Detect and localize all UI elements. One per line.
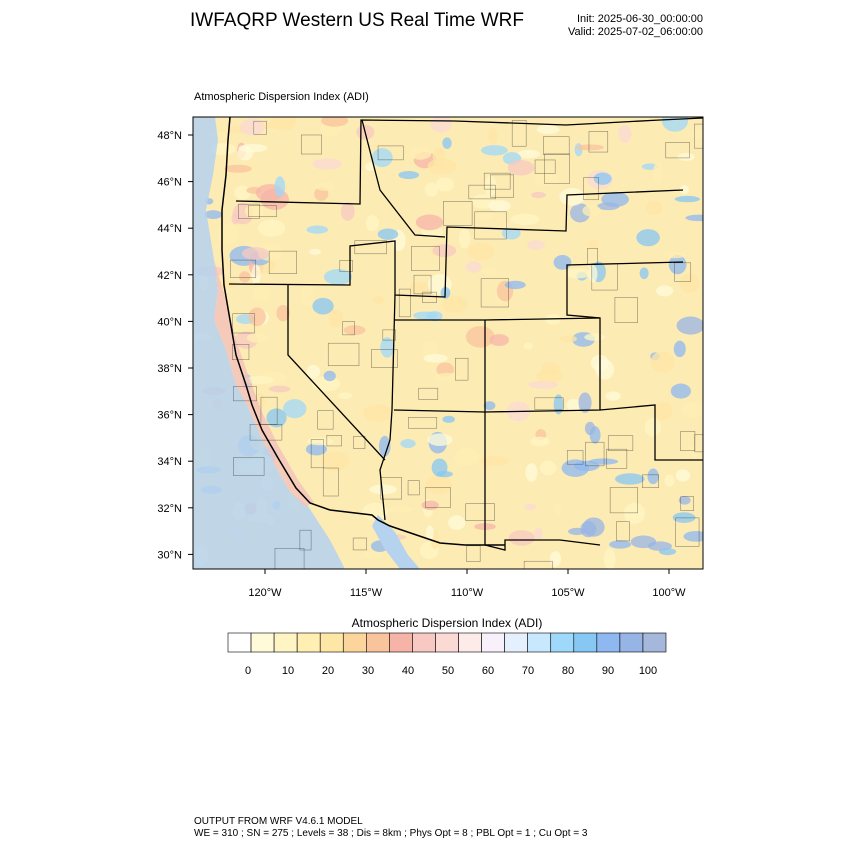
adi-cell [559,335,576,342]
init-time: Init: 2025-06-30_00:00:00 [577,13,703,25]
adi-cell [338,392,352,399]
adi-cell [676,469,691,481]
adi-cell [269,386,290,393]
adi-cell [679,496,691,505]
colorbar-swatch [435,633,458,652]
lat-tick-label: 30°N [157,549,182,562]
colorbar-tick-label: 40 [401,665,415,677]
adi-cell [466,261,482,273]
adi-cell [426,475,453,495]
adi-cell [509,530,535,546]
adi-cell [307,438,334,446]
adi-cell [554,394,564,414]
adi-cell [582,205,600,217]
adi-cell [466,326,495,348]
adi-cell [422,500,439,510]
adi-cell [239,271,250,282]
adi-cell [659,548,676,555]
adi-cell [524,504,536,511]
adi-cell [301,284,315,305]
adi-cell [645,200,662,215]
adi-cell [398,171,419,179]
adi-cell [523,342,532,349]
adi-cell [432,458,448,476]
adi-cell [682,402,704,417]
adi-cell [363,404,391,422]
adi-cell [536,370,563,383]
colorbar-swatch [643,633,666,652]
colorbar-tick-label: 100 [638,665,658,677]
adi-cell [384,506,414,512]
adi-cell [508,160,535,176]
lat-tick-label: 36°N [157,409,182,422]
colorbar-swatch [597,633,620,652]
adi-cell [594,172,612,184]
lat-tick-label: 32°N [157,502,182,515]
adi-cell [448,515,465,530]
adi-cell [369,485,397,495]
colorbar-swatch [574,633,597,652]
adi-cell [678,153,695,161]
colorbar-swatch [274,633,297,652]
colorbar-tick-label: 90 [601,665,615,677]
colorbar-swatch [620,633,643,652]
adi-cell [511,214,540,225]
adi-cell [624,503,645,524]
adi-cell [372,148,393,167]
adi-cell [531,192,546,198]
adi-cell [427,433,452,446]
latitude-axis [157,130,193,561]
lat-tick-label: 34°N [157,456,182,469]
adi-cell [665,474,675,486]
adi-cell [378,229,399,240]
adi-cell [274,176,285,197]
adi-cell [691,129,702,138]
colorbar-swatch [505,633,528,652]
colorbar-swatch [389,633,412,652]
adi-cell [677,317,705,335]
adi-cell [525,463,537,482]
adi-cell [442,416,454,423]
adi-cell [651,351,675,373]
adi-cell [442,137,451,149]
longitude-axis [248,569,686,599]
adi-cell [640,267,649,279]
valid-time: Valid: 2025-07-02_06:00:00 [568,26,703,38]
colorbar-tick-label: 50 [441,665,455,677]
adi-cell [431,115,452,132]
adi-cell [329,309,344,327]
model-info [194,816,587,840]
adi-cell [283,399,306,418]
lat-tick-label: 42°N [157,269,182,282]
adi-cell [468,242,494,260]
adi-cell [483,267,497,275]
adi-cell [528,381,558,389]
adi-cell [653,162,662,182]
model-info-line-2: WE = 310 ; SN = 275 ; Levels = 38 ; Dis = 8km ; Phys Opt = 8 ; PBL Opt = 1 ; Cu Opt = 3 [194,828,588,839]
adi-cell [674,341,686,358]
adi-cell [537,125,560,134]
adi-cell [459,228,470,248]
adi-cell [224,165,251,173]
colorbar-tick-label: 0 [244,665,252,677]
colorbar-swatch [459,633,482,652]
lon-tick-label: 100°W [652,587,686,599]
adi-cell [248,308,265,327]
colorbar-swatch [228,633,251,652]
adi-cell [527,240,545,250]
adi-cell [489,200,511,211]
colorbar-swatch [251,633,274,652]
figure-title: IWFAQRP Western US Real Time WRF [190,10,524,31]
adi-cell [609,540,631,548]
adi-cell [565,268,590,278]
adi-cell [424,354,448,363]
model-info-line-1: OUTPUT FROM WRF V4.6.1 MODEL [194,816,363,827]
adi-cell [662,110,688,132]
adi-cell [554,255,572,270]
adi-cell [605,391,620,400]
adi-cell [312,158,341,169]
colorbar-swatch [297,633,320,652]
adi-cell [530,437,549,447]
adi-cell [615,473,645,484]
adi-cell [554,503,562,515]
adi-cell [580,521,596,537]
adi-cell [237,146,253,160]
colorbar-tick-label: 70 [521,665,535,677]
colorbar-tick-label: 80 [561,665,575,677]
adi-cell [454,448,479,466]
colorbar-tick-label: 10 [281,665,295,677]
colorbar-swatch [320,633,343,652]
adi-cell [324,371,336,381]
adi-cell [505,281,526,289]
lat-tick-label: 40°N [157,316,182,329]
adi-cell [475,212,494,219]
lat-tick-label: 38°N [157,363,182,375]
colorbar-title: Atmospheric Dispersion Index (ADI) [351,616,543,630]
lat-tick-label: 46°N [157,176,182,189]
adi-cell [683,531,708,542]
lon-tick-label: 115°W [349,587,383,599]
adi-cell [636,229,660,246]
colorbar-swatch [482,633,505,652]
adi-cell [656,285,673,296]
adi-cell [584,333,605,341]
adi-cell [618,125,631,143]
adi-cell [663,252,686,258]
adi-cell [433,147,446,166]
colorbar-swatch [343,633,366,652]
colorbar-tick-label: 20 [321,665,335,677]
adi-cell [671,384,691,399]
adi-cell [559,188,585,206]
adi-cell [306,225,328,233]
lon-tick-label: 120°W [248,587,282,599]
adi-cell [258,219,285,236]
map-area [189,110,720,580]
adi-cell [488,127,497,145]
adi-cell [576,144,604,150]
adi-cell [409,147,431,159]
adi-cell [252,286,272,300]
adi-cell [604,548,616,570]
adi-cell [363,552,383,559]
adi-cell [341,202,355,221]
adi-cell [400,439,415,448]
adi-cell [436,177,454,191]
lon-tick-label: 105°W [551,587,585,599]
adi-cell [653,402,672,421]
adi-cell [432,244,456,257]
adi-cell [481,145,508,155]
adi-cell [673,512,696,523]
lon-tick-label: 110°W [450,587,484,599]
adi-cell [675,196,700,202]
adi-cell [315,182,334,191]
adi-cell [540,461,556,475]
lat-tick-label: 44°N [157,223,182,236]
colorbar-tick-label: 60 [481,665,495,677]
colorbar-tick-label: 30 [361,665,375,677]
plot-label: Atmospheric Dispersion Index (ADI) [194,91,369,103]
adi-cell [585,422,595,435]
adi-cell [588,239,598,248]
adi-cell [247,333,269,343]
adi-cell [309,249,321,255]
colorbar-swatch [412,633,435,652]
adi-cell [242,247,269,260]
adi-cell [416,214,443,230]
adi-cell [647,469,658,485]
adi-cell [685,215,713,221]
lat-tick-label: 48°N [157,130,182,142]
colorbar [228,633,666,677]
adi-cell [645,418,661,437]
colorbar-swatch [366,633,389,652]
colorbar-swatch [551,633,574,652]
adi-cell [534,528,543,540]
adi-cell [490,334,509,346]
adi-cell [550,551,561,567]
adi-cell [366,215,379,231]
adi-cell [680,274,700,293]
adi-cell [372,296,385,304]
adi-cell [379,436,391,457]
colorbar-swatch [528,633,551,652]
